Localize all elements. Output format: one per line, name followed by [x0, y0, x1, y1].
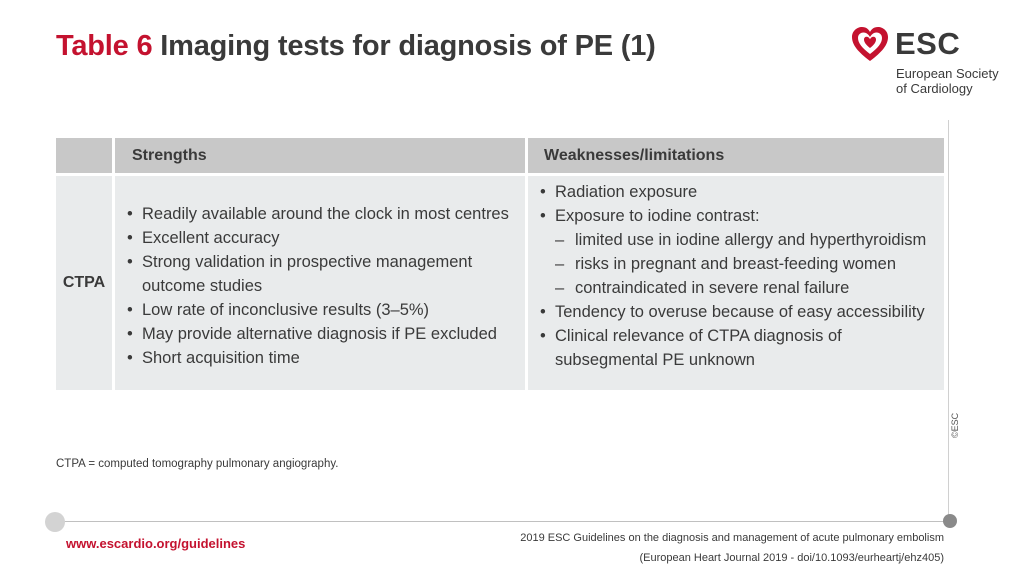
esc-logo: [850, 26, 1010, 96]
copyright-mark: ©ESC: [950, 412, 960, 438]
header-corner: [56, 138, 114, 175]
list-item: • Radiation exposure: [538, 180, 936, 204]
list-item: • Strong validation in prospective management outcome studies: [125, 250, 517, 298]
table-number: Table 6: [56, 30, 153, 62]
weaknesses-list: [538, 180, 936, 372]
logo-abbreviation: ESC: [895, 26, 961, 61]
strengths-cell: [114, 175, 527, 391]
logo-line-2: of Cardiology: [896, 81, 973, 96]
citation-line-1: 2019 ESC Guidelines on the diagnosis and management of acute pulmonary embolism: [520, 532, 944, 544]
sub-list: [555, 228, 936, 300]
list-item: • Short acquisition time: [125, 346, 517, 370]
footer-dot-left: [45, 512, 65, 532]
citation: [520, 528, 944, 568]
logo-line-1: European Society: [896, 66, 999, 81]
list-item: • Tendency to overuse because of easy accessibility: [538, 300, 936, 324]
right-divider: [948, 120, 949, 520]
footer-divider: [56, 521, 950, 522]
sub-list-item: – limited use in iodine allergy and hyperthyroidism: [555, 228, 936, 252]
footer-dot-right: [943, 514, 957, 528]
table-header-row: [56, 138, 944, 175]
imaging-table: [56, 138, 944, 390]
guidelines-link[interactable]: www.escardio.org/guidelines: [66, 536, 246, 551]
title-text: Imaging tests for diagnosis of PE (1): [160, 30, 656, 62]
list-item: • Low rate of inconclusive results (3–5%): [125, 298, 517, 322]
header-weaknesses: Weaknesses/limitations: [527, 138, 945, 175]
logo-full-name: [896, 66, 1011, 96]
citation-line-2: (European Heart Journal 2019 - doi/10.1093/eurheartj/ehz405): [639, 552, 944, 564]
list-item: • May provide alternative diagnosis if PE excluded: [125, 322, 517, 346]
slide-title: [56, 30, 656, 63]
weaknesses-cell: [527, 175, 945, 391]
table-row: [56, 175, 944, 391]
strengths-list: [125, 202, 517, 370]
list-item: [538, 204, 936, 300]
row-label-ctpa: CTPA: [56, 175, 114, 391]
heart-logo-icon: [850, 26, 890, 64]
list-item: • Readily available around the clock in most centres: [125, 202, 517, 226]
table-footnote: CTPA = computed tomography pulmonary angiography.: [56, 458, 339, 470]
sub-list-item: – risks in pregnant and breast-feeding women: [555, 252, 936, 276]
sub-list-item: – contraindicated in severe renal failure: [555, 276, 936, 300]
list-item: • Clinical relevance of CTPA diagnosis of subsegmental PE unknown: [538, 324, 936, 372]
list-item-text: Exposure to iodine contrast:: [555, 207, 760, 225]
header-strengths: Strengths: [114, 138, 527, 175]
list-item: • Excellent accuracy: [125, 226, 517, 250]
